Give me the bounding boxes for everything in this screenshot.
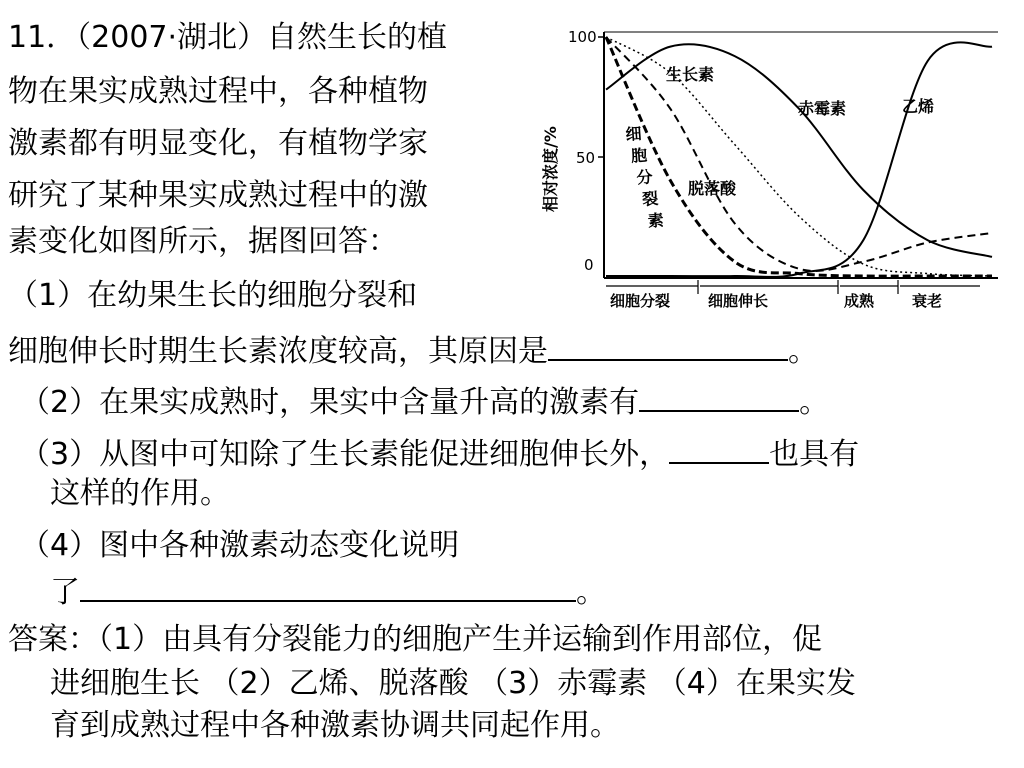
question-1-tail bbox=[8, 329, 818, 372]
hormone-chart bbox=[540, 22, 1010, 322]
question-3-text: （3）从图中可知除了生长素能促进细胞伸长外， bbox=[20, 437, 670, 472]
series-line-1 bbox=[606, 37, 992, 276]
stage-label-3: 成熟 bbox=[844, 292, 875, 310]
answer-line-3: 育到成熟过程中各种激素协调共同起作用。 bbox=[50, 708, 620, 743]
y-axis-label: 相对浓度/% bbox=[541, 126, 560, 212]
question-line-5: 素变化如图所示，据图回答： bbox=[8, 224, 398, 259]
answer-line-2: 进细胞生长 （2）乙烯、脱落酸 （3）赤霉素 （4）在果实发 bbox=[50, 666, 856, 701]
answer-blank-4[interactable] bbox=[80, 570, 576, 602]
answer-blank-3[interactable] bbox=[669, 432, 769, 464]
question-4-line-1: （4）图中各种激素动态变化说明 bbox=[20, 528, 460, 563]
question-2-period: 。 bbox=[799, 385, 830, 420]
question-4-text: 了 bbox=[50, 575, 80, 610]
label-cytokinin-char: 细 bbox=[624, 123, 643, 144]
label-cytokinin-char: 素 bbox=[647, 210, 665, 231]
label-abscisic-acid: 脱落酸 bbox=[688, 179, 737, 198]
question-3-line-2: 这样的作用。 bbox=[50, 476, 230, 511]
label-cytokinin-char: 胞 bbox=[630, 145, 648, 166]
question-line-3: 激素都有明显变化，有植物学家 bbox=[8, 126, 428, 161]
question-1-start: （1）在幼果生长的细胞分裂和 bbox=[8, 278, 418, 313]
stage-label-4: 衰老 bbox=[912, 292, 943, 310]
question-3-text-end: 也具有 bbox=[769, 437, 860, 472]
question-line-4: 研究了某种果实成熟过程中的激 bbox=[8, 178, 428, 213]
stage-label-1: 细胞分裂 bbox=[610, 292, 671, 310]
label-cytokinin-char: 分 bbox=[636, 167, 654, 188]
label-cytokinin-char: 裂 bbox=[641, 188, 659, 209]
question-3-line-1 bbox=[20, 432, 859, 475]
y-tick-label-50: 50 bbox=[576, 149, 596, 167]
y-tick-label-0: 0 bbox=[584, 256, 594, 274]
stage-label-2: 细胞伸长 bbox=[708, 292, 769, 310]
series-layer bbox=[606, 37, 992, 277]
label-ethylene: 乙烯 bbox=[902, 97, 935, 116]
label-auxin: 生长素 bbox=[666, 65, 715, 84]
question-line-1: 11．（2007·湖北）自然生长的植 bbox=[8, 20, 448, 55]
question-2 bbox=[20, 380, 829, 423]
chart-axes bbox=[598, 32, 998, 278]
answer-line-1: 答案：（1）由具有分裂能力的细胞产生并运输到作用部位，促 bbox=[8, 622, 823, 657]
answer-blank-1[interactable] bbox=[548, 329, 788, 361]
label-gibberellin: 赤霉素 bbox=[798, 99, 847, 118]
label-cytokinin bbox=[625, 123, 664, 232]
series-line-4 bbox=[606, 37, 992, 271]
question-line-2: 物在果实成熟过程中，各种植物 bbox=[8, 74, 428, 109]
y-tick-label-100: 100 bbox=[568, 28, 597, 46]
question-1-text: 细胞伸长时期生长素浓度较高，其原因是 bbox=[8, 334, 548, 369]
answer-blank-2[interactable] bbox=[639, 380, 799, 412]
question-1-period: 。 bbox=[788, 334, 818, 369]
question-4-period: 。 bbox=[576, 575, 606, 610]
question-4-line-2 bbox=[50, 570, 606, 613]
question-2-text: （2）在果实成熟时，果实中含量升高的激素有 bbox=[20, 385, 640, 420]
